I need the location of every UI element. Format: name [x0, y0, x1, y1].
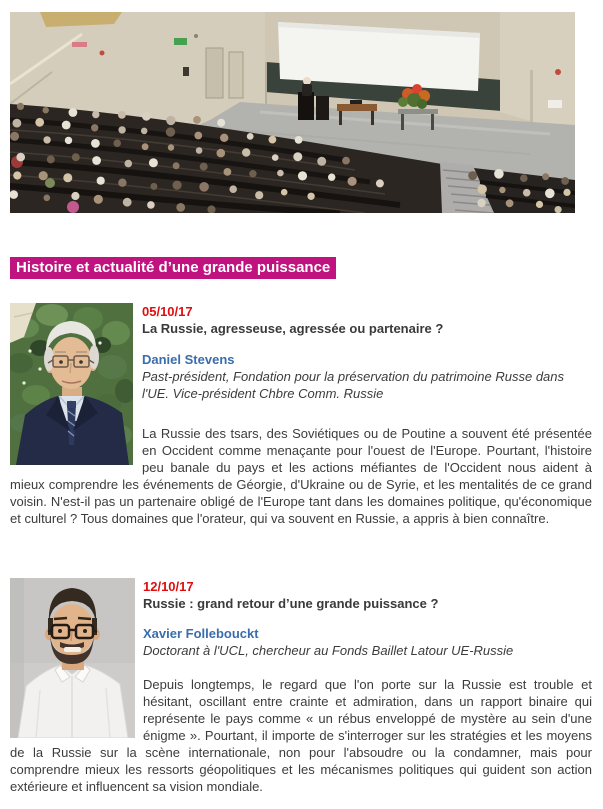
section-banner-label: Histoire et actualité d’une grande puissance [16, 259, 331, 276]
event-title: La Russie, agresseuse, agressée ou partenaire ? [142, 321, 444, 336]
event-item [10, 578, 592, 795]
event-description: La Russie des tsars, des Soviétiques ou de Poutine a souvent été présentée en Occident comme menaçante pour l'ouest de l'Europe. Pourtant, l'histoire peu banale du pays et les actions méfiantes de l'Occident nous aident à mieux comprendre les événements de Géorgie, d'Ukraine ou de Syrie, et les mentalités de ce grand voisin. N'est-il pas un partenaire obligé de l'Europe tant dans les domaines politique, qu'économique et culturel ? Tous domaines que l'orateur, qui va souvent en Russie, a appris à bien connaître. [10, 426, 592, 526]
speaker-name: Xavier Follebouckt [143, 626, 259, 641]
speaker-name: Daniel Stevens [142, 352, 235, 367]
lecture-hall-photo [10, 12, 575, 213]
event-date: 12/10/17 [143, 579, 194, 594]
event-title: Russie : grand retour d’une grande puissance ? [143, 596, 439, 611]
speaker-affiliation: Doctorant à l'UCL, chercheur au Fonds Baillet Latour UE-Russie [143, 643, 514, 658]
speaker-portrait-photo [10, 578, 135, 738]
speaker-portrait-photo [10, 303, 133, 465]
event-item [10, 303, 592, 527]
event-description: Depuis longtemps, le regard que l'on porte sur la Russie est trouble et hésitant, oscillant entre crainte et admiration, dans un rapport binaire qui représente le pays comme « un rébus enveloppé de mystère au sein d'une énigme ». Pourtant, il importe de s'interroger sur les stratégies et les moyens de la Russie sur la scène internationale, non pour l'absoudre ou la condamner, mais pour comprendre mieux les ressorts géopolitiques et les mécanismes politiques qui guident son action extérieure et influencent sa vision mondiale. [10, 677, 592, 794]
speaker-affiliation: Past-président, Fondation pour la préservation du patrimoine Russe dans l'UE. Vice-président Chbre Comm. Russie [142, 369, 565, 401]
event-date: 05/10/17 [142, 304, 193, 319]
section-banner [10, 257, 336, 279]
